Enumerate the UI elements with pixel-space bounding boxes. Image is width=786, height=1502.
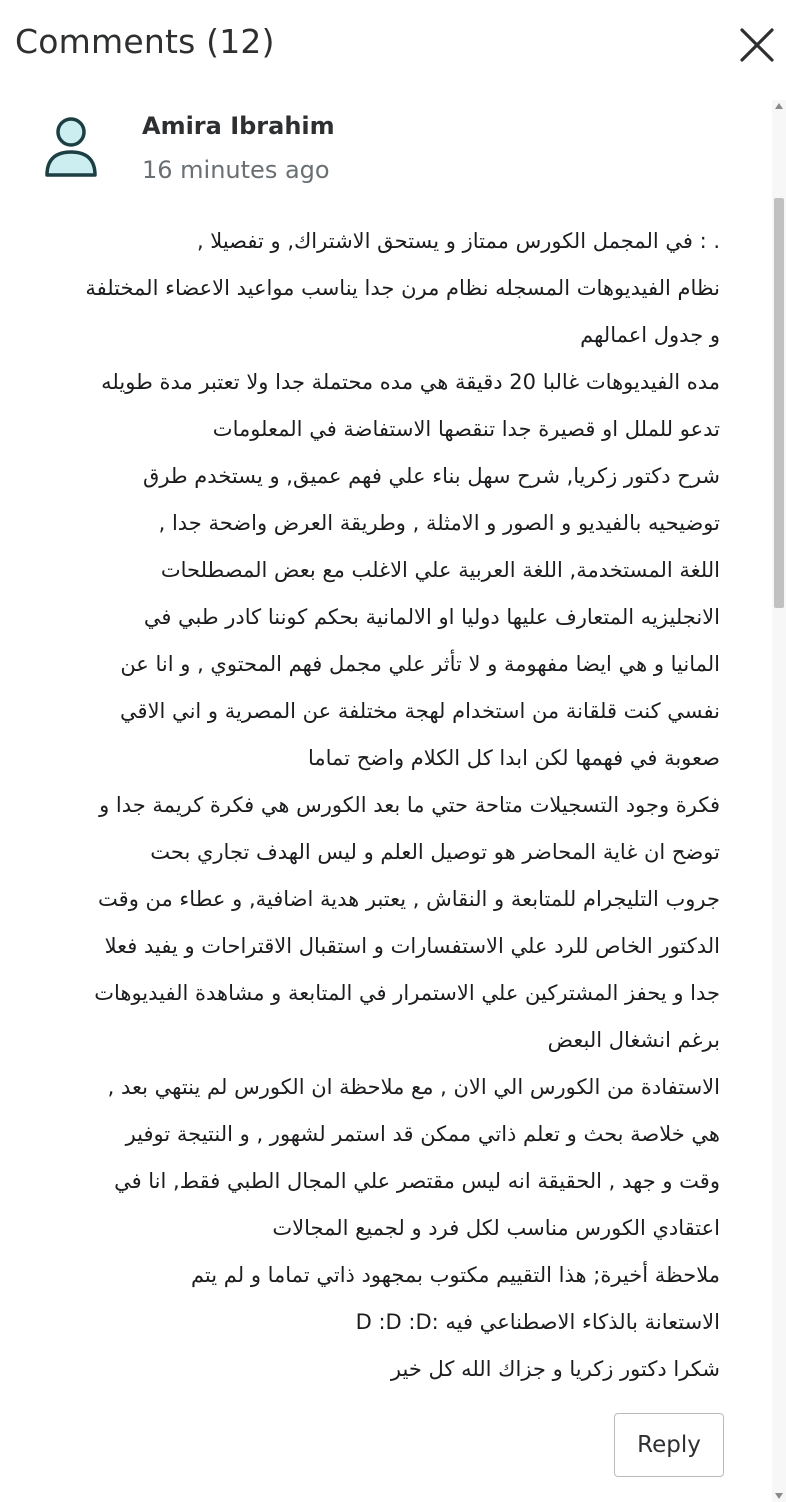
avatar	[44, 115, 98, 179]
user-avatar-icon	[44, 115, 98, 179]
comment-body	[30, 218, 720, 1393]
close-icon	[737, 25, 777, 65]
comment-line: شرح دكتور زكريا, شرح سهل بناء علي فهم عميق, و يستخدم طرق	[143, 464, 720, 488]
comment-line: الانجليزيه المتعارف عليها دوليا او الالمانية بحكم كوننا كادر طبي في	[143, 605, 720, 629]
comments-header	[0, 0, 786, 90]
comment-line: و جدول اعمالهم	[580, 323, 720, 347]
comment-line: فكرة وجود التسجيلات متاحة حتي ما بعد الكورس هي فكرة كريمة جدا و	[99, 793, 720, 817]
close-button[interactable]	[737, 25, 777, 65]
scroll-up-arrow-icon[interactable]	[775, 103, 783, 109]
comment-line: الاستفادة من الكورس الي الان , مع ملاحظة ان الكورس لم ينتهي بعد ,	[107, 1075, 720, 1099]
comment-line: وقت و جهد , الحقيقة انه ليس مقتصر علي المجال الطبي فقط, انا في	[114, 1169, 720, 1193]
comment-line: نظام الفيديوهات المسجله نظام مرن جدا يناسب مواعيد الاعضاء المختلفة	[85, 276, 720, 300]
comment-line: الدكتور الخاص للرد علي الاستفسارات و استقبال الاقتراحات و يفيد فعلا	[104, 934, 720, 958]
comment-line: نفسي كنت قلقانة من استخدام لهجة مختلفة عن المصرية و اني الاقي	[120, 699, 720, 723]
comment-line: جدا و يحفز المشتركين علي الاستمرار في المتابعة و مشاهدة الفيديوهات	[94, 981, 720, 1005]
comment-line: توضح ان غاية المحاضر هو توصيل العلم و ليس الهدف تجاري بحت	[150, 840, 720, 864]
comment-line: تدعو للملل او قصيرة جدا تنقصها الاستفاضة في المعلومات	[212, 417, 720, 441]
comment-line: هي خلاصة بحث و تعلم ذاتي ممكن قد استمر لشهور , و النتيجة توفير	[125, 1122, 720, 1146]
comment-line: شكرا دكتور زكريا و جزاك الله كل خير	[390, 1357, 720, 1381]
comment-line: اعتقادي الكورس مناسب لكل فرد و لجميع المجالات	[272, 1216, 720, 1240]
comment-line: توضيحيه بالفيديو و الصور و الامثلة , وطريقة العرض واضحة جدا ,	[158, 511, 720, 535]
comment-line: المانيا و هي ايضا مفهومة و لا تأثر علي مجمل فهم المحتوي , و انا عن	[120, 652, 720, 676]
comment-line: مده الفيديوهات غالبا 20 دقيقة هي مده محتملة جدا ولا تعتبر مدة طويله	[101, 370, 720, 394]
comment-line: الاستعانة بالذكاء الاصطناعي فيه :D :D :D	[355, 1310, 720, 1334]
comment-author: Amira Ibrahim	[142, 112, 335, 140]
scrollbar-thumb[interactable]	[774, 198, 784, 608]
comment-timestamp: 16 minutes ago	[142, 156, 330, 184]
comment-line: جروب التليجرام للمتابعة و النقاش , يعتبر هدية اضافية, و عطاء من وقت	[98, 887, 720, 911]
comment-line: اللغة المستخدمة, اللغة العربية علي الاغلب مع بعض المصطلحات	[160, 558, 720, 582]
scroll-down-arrow-icon[interactable]	[775, 1493, 783, 1499]
comment-line: صعوبة في فهمها لكن ابدا كل الكلام واضح تماما	[308, 746, 720, 770]
page-title: Comments (12)	[15, 22, 275, 61]
reply-button[interactable]: Reply	[614, 1413, 724, 1477]
comment-line: . : في المجمل الكورس ممتاز و يستحق الاشتراك, و تفصيلا ,	[196, 229, 720, 253]
comment-line: ملاحظة أخيرة; هذا التقييم مكتوب بمجهود ذاتي تماما و لم يتم	[190, 1263, 720, 1287]
comment-line: برغم انشغال البعض	[547, 1028, 720, 1052]
